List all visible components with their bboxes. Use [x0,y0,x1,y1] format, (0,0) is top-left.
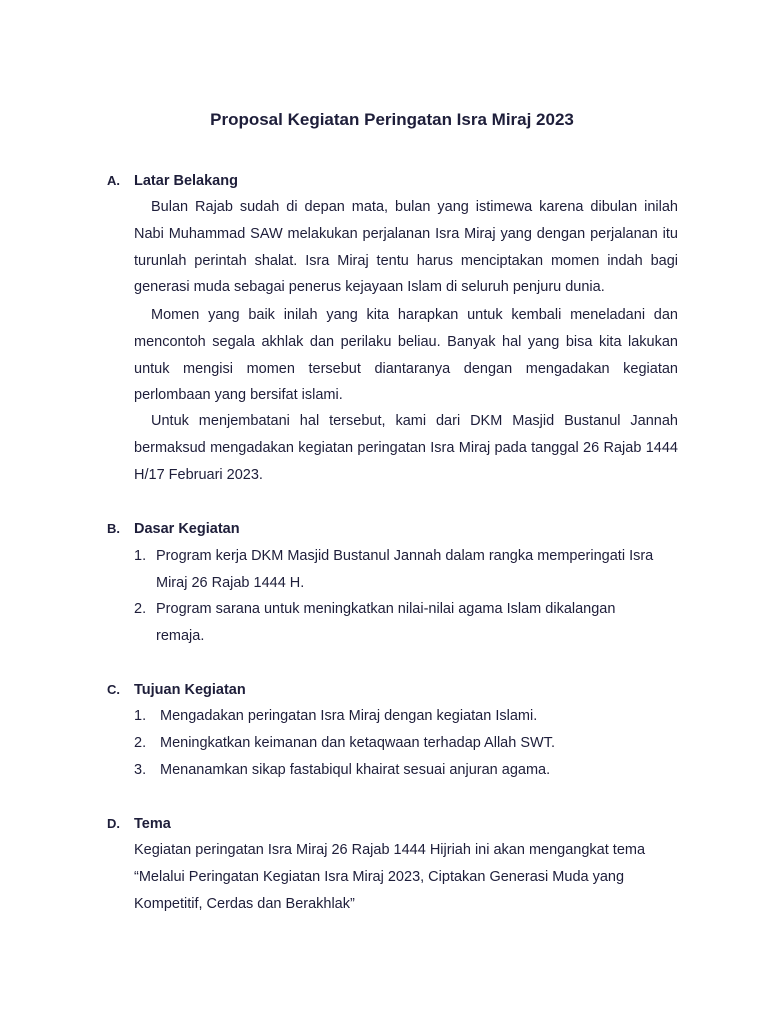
section-heading: Dasar Kegiatan [134,521,240,537]
list-number: 1. [134,548,147,564]
list-text: Miraj 26 Rajab 1444 H. [156,574,305,591]
paragraph: Untuk menjembatani hal tersebut, kami dari DKM Masjid Bustanul Jannah bermaksud mengadakan kegiatan peringatan Isra Miraj pada tanggal 26 Rajab 1444 H/17 Februari 2023. [134,413,678,483]
paragraph: Momen yang baik inilah yang kita harapkan untuk kembali meneladani dan mencontoh segala akhlak dan perilaku beliau. Banyak hal yang bisa kita lakukan untuk mengisi momen tersebut diantaranya dengan mengadakan kegiatan perlombaan yang bersifat islami. [134,307,678,404]
list-text: Menanamkan sikap fastabiqul khairat sesuai anjuran agama. [160,762,551,778]
theme-line: Kompetitif, Cerdas dan Berakhlak” [134,896,355,912]
theme-line: Kegiatan peringatan Isra Miraj 26 Rajab 1444 Hijriah ini akan mengangkat tema [134,842,646,858]
list-number: 2. [134,601,147,617]
section-letter: A. [107,173,120,188]
paragraph: Bulan Rajab sudah di depan mata, bulan yang istimewa karena dibulan inilah Nabi Muhammad SAW melakukan perjalanan Isra Miraj yang dengan perjalanan itu turunlah perintah shalat. Isra Miraj tentu harus menciptakan momen indah bagi generasi muda sebagai penerus kejayaan Islam di seluruh penjuru dunia. [134,199,678,296]
section-letter: B. [107,521,120,536]
list-number: 2. [134,735,147,751]
theme-line: “Melalui Peringatan Kegiatan Isra Miraj 2023, Ciptakan Generasi Muda yang [134,869,625,885]
list-number: 1. [134,708,147,724]
section-letter: D. [107,816,120,831]
document-title: Proposal Kegiatan Peringatan Isra Miraj 2023 [210,110,574,129]
section-letter: C. [107,682,120,697]
list-text: Mengadakan peringatan Isra Miraj dengan kegiatan Islami. [160,708,538,724]
list-text: Meningkatkan keimanan dan ketaqwaan terhadap Allah SWT. [160,735,555,751]
list-text: remaja. [156,627,205,644]
section-heading: Tujuan Kegiatan [134,682,246,698]
list-text: Program sarana untuk meningkatkan nilai-nilai agama Islam dikalangan [156,601,616,617]
section-heading: Latar Belakang [134,173,238,189]
list-text: Program kerja DKM Masjid Bustanul Jannah dalam rangka memperingati Isra [156,548,654,564]
section-heading: Tema [134,816,171,832]
list-number: 3. [134,762,147,778]
